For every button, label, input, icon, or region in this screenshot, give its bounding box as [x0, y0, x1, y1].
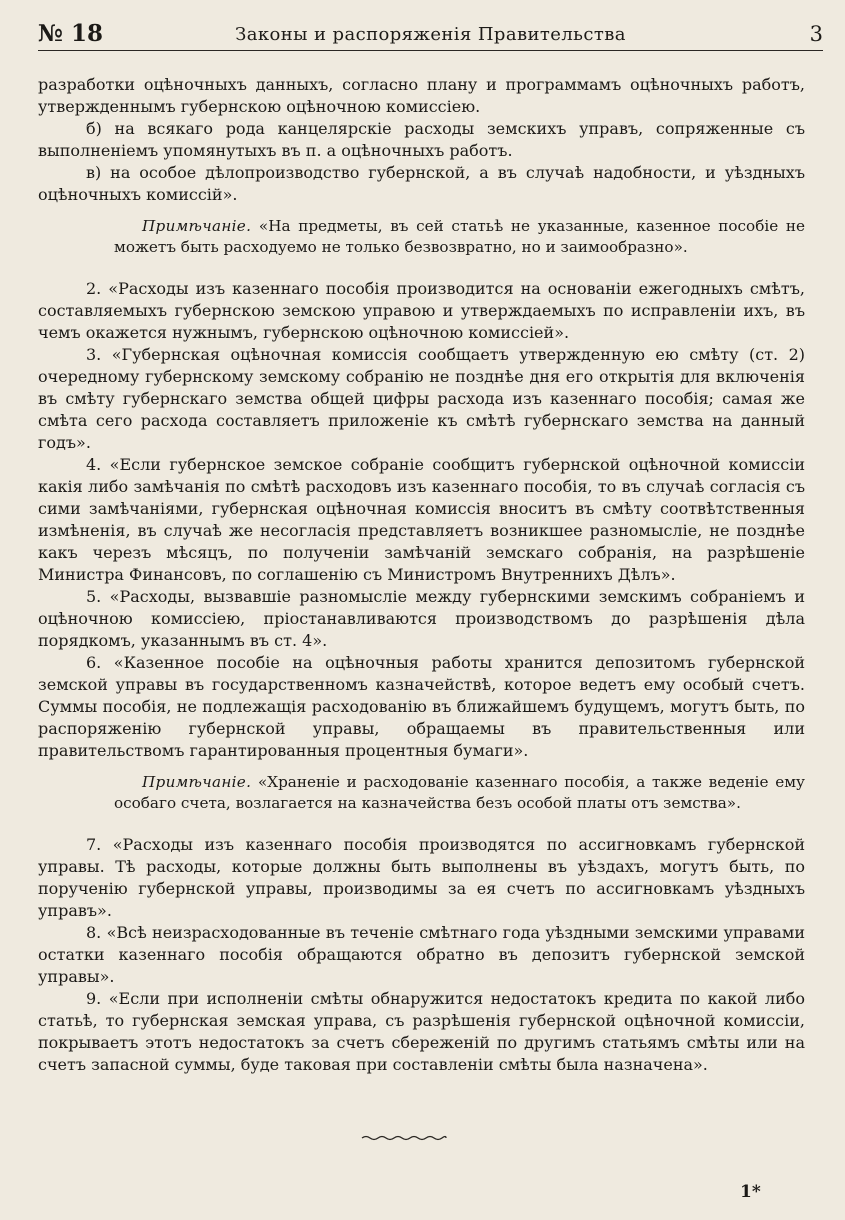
- article-6: 6. «Казенное пособіе на оцѣночныя работы хранится депозитомъ губернской земской управы въ государственномъ казначействѣ, которое ведетъ ему особый счетъ. Суммы пособія, не подлежащія расходованію въ ближайшемъ будущемъ, могутъ быть, по распоряженію губернской управы, обращаемы въ правительственныя или правительствомъ гарантированныя процентныя бумаги».: [38, 653, 805, 760]
- article-3: 3. «Губернская оцѣночная комиссія сообщаетъ утвержденную ею смѣту (ст. 2) очередному губернскому земскому собранію не позднѣе дня его открытія для включенія въ смѣту губернскаго земства общей цифры расхода изъ казеннаго пособія; самая же смѣта сего расхода составляетъ приложеніе къ смѣтѣ губернскаго земства на данный годъ».: [38, 345, 805, 452]
- article-4: 4. «Если губернское земское собраніе сообщитъ губернской оцѣночной комиссіи какія либо замѣчанія по смѣтѣ расходовъ изъ казеннаго пособія, то въ случаѣ согласія съ сими замѣчаніями, губернская оцѣночная комиссія вноситъ въ смѣту соотвѣтственныя измѣненія, въ случаѣ же несогласія представляетъ возникшее разномысліе, не позднѣе какъ черезъ мѣсяцъ, по полученіи замѣчаній земскаго собранія, на разрѣшеніе Министра Финансовъ, по соглашенію съ Министромъ Внутреннихъ Дѣлъ».: [38, 455, 805, 584]
- note-2: [114, 772, 805, 814]
- issue-number: № 18: [38, 20, 104, 47]
- page-number: 3: [809, 22, 823, 46]
- note-label: Примѣчаніе.: [142, 217, 252, 235]
- body-text: [38, 74, 805, 1076]
- ornament-divider: [360, 1134, 448, 1142]
- note-label: Примѣчаніе.: [142, 773, 252, 791]
- article-5: 5. «Расходы, вызвавшіе разномысліе между губернскими земскимъ собраніемъ и оцѣночною комиссіею, пріостанавливаются производствомъ до разрѣшенія дѣла порядкомъ, указаннымъ въ ст. 4».: [38, 587, 805, 650]
- page-header: [38, 20, 823, 51]
- note-1: [114, 216, 805, 258]
- signature-mark: 1*: [740, 1182, 761, 1202]
- note-text: «Храненіе и расходованіе казеннаго пособія, а также веденіе ему особаго счета, возлагается на казначейства безъ особой платы отъ земства».: [114, 773, 805, 812]
- running-title: Законы и распоряженія Правительства: [235, 24, 626, 45]
- paragraph-v: в) на особое дѣлопроизводство губернской, а въ случаѣ надобности, и уѣздныхъ оцѣночныхъ комиссій».: [38, 163, 805, 204]
- note-text: «На предметы, въ сей статьѣ не указанные, казенное пособіе не можетъ быть расходуемо не только безвозвратно, но и заимообразно».: [114, 217, 805, 256]
- article-2: 2. «Расходы изъ казеннаго пособія производится на основаніи ежегодныхъ смѣтъ, составляемыхъ губернскою земскою управою и утверждаемыхъ по исправленіи ихъ, въ чемъ окажется нужнымъ, губернскою оцѣночною комиссіей».: [38, 279, 805, 342]
- article-8: 8. «Всѣ неизрасходованные въ теченіе смѣтнаго года уѣздными земскими управами остатки казеннаго пособія обращаются обратно въ депозитъ губернской земской управы».: [38, 923, 805, 986]
- paragraph-continuation: разработки оцѣночныхъ данныхъ, согласно плану и программамъ оцѣночныхъ работъ, утвержденнымъ губернскою оцѣночною комиссіею.: [38, 75, 805, 116]
- article-9: 9. «Если при исполненіи смѣты обнаружится недостатокъ кредита по какой либо статьѣ, то губернская земская управа, съ разрѣшенія губернской оцѣночной комиссіи, покрываетъ этотъ недостатокъ за счетъ сбереженій по другимъ статьямъ смѣты или на счетъ запасной суммы, буде таковая при составленіи смѣты была назначена».: [38, 989, 805, 1074]
- paragraph-b: б) на всякаго рода канцелярскіе расходы земскихъ управъ, сопряженные съ выполненіемъ упомянутыхъ въ п. а оцѣночныхъ работъ.: [38, 119, 805, 160]
- article-7: 7. «Расходы изъ казеннаго пособія производятся по ассигновкамъ губернской управы. Тѣ расходы, которые должны быть выполнены въ уѣздахъ, могутъ быть, по порученію губернской управы, производимы за ея счетъ по ассигновкамъ уѣздныхъ управъ».: [38, 835, 805, 920]
